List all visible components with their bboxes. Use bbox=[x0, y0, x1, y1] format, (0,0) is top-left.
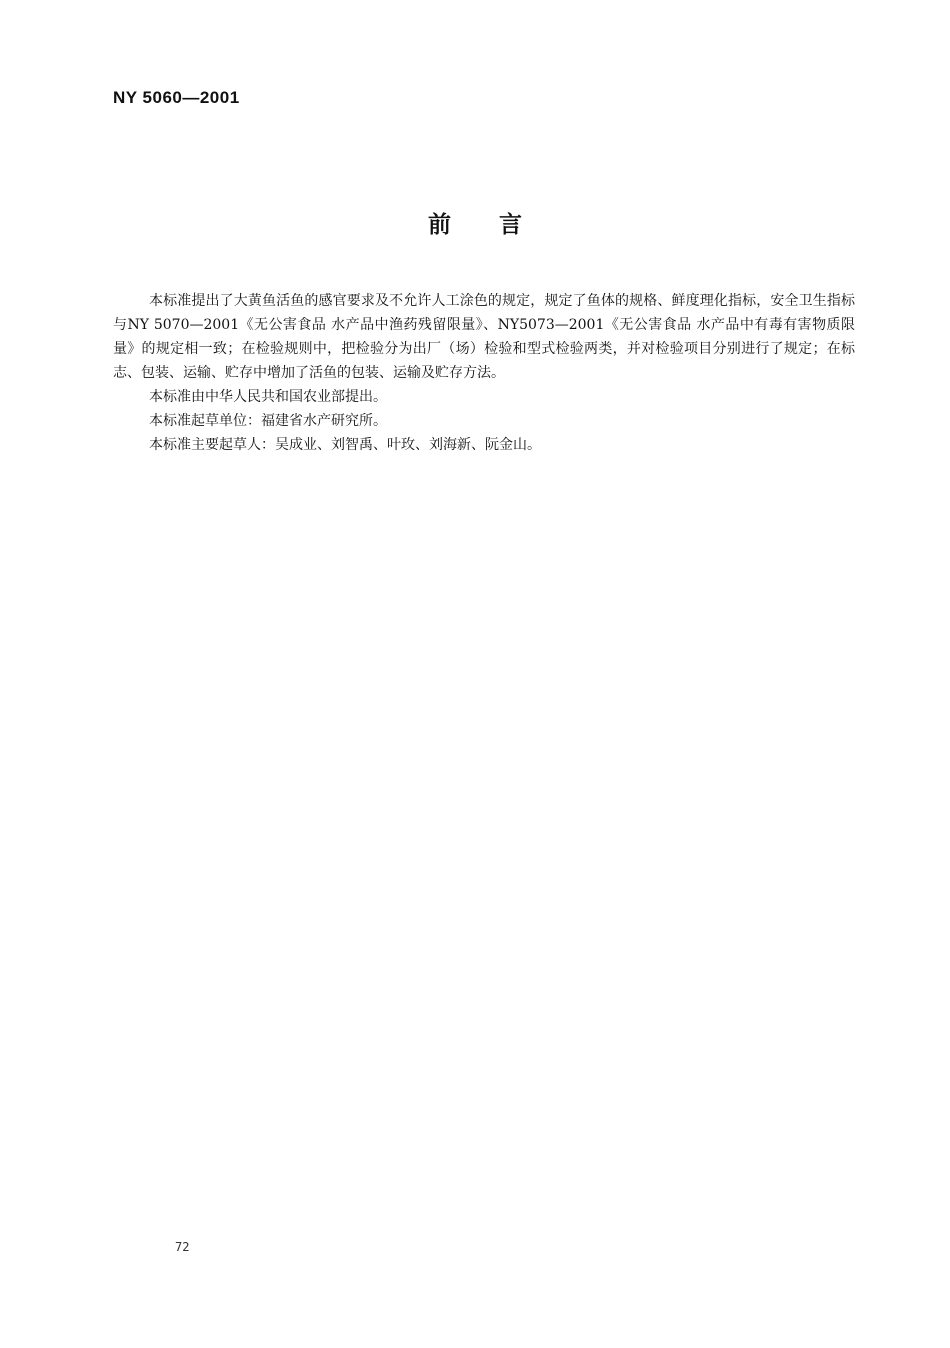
foreword-paragraph-drafting-unit: 本标准起草单位：福建省水产研究所。 bbox=[149, 413, 387, 429]
page-title: 前言 bbox=[428, 212, 570, 238]
page-number: 72 bbox=[175, 1240, 190, 1254]
standard-code: NY 5060—2001 bbox=[113, 88, 240, 107]
foreword-paragraph-scope: 本标准提出了大黄鱼活鱼的感官要求及不允许人工涂色的规定，规定了鱼体的规格、鲜度理化指标，安全卫生指标与NY 5070—2001《无公害食品 水产品中渔药残留限量》、NY5073—2001《无公害食品 水产品中有毒有害物质限量》的规定相一致；在检验规则中，把检验分为出厂（场）检验和型式检验两类，并对检验项目分别进行了规定；在标志、包装、运输、贮存中增加了活鱼的包装、运输及贮存方法。 bbox=[113, 293, 855, 381]
foreword-body bbox=[113, 289, 855, 457]
foreword-paragraph-proposer: 本标准由中华人民共和国农业部提出。 bbox=[149, 389, 387, 405]
foreword-paragraph-drafters: 本标准主要起草人：吴成业、刘智禹、叶玫、刘海新、阮金山。 bbox=[149, 437, 541, 453]
